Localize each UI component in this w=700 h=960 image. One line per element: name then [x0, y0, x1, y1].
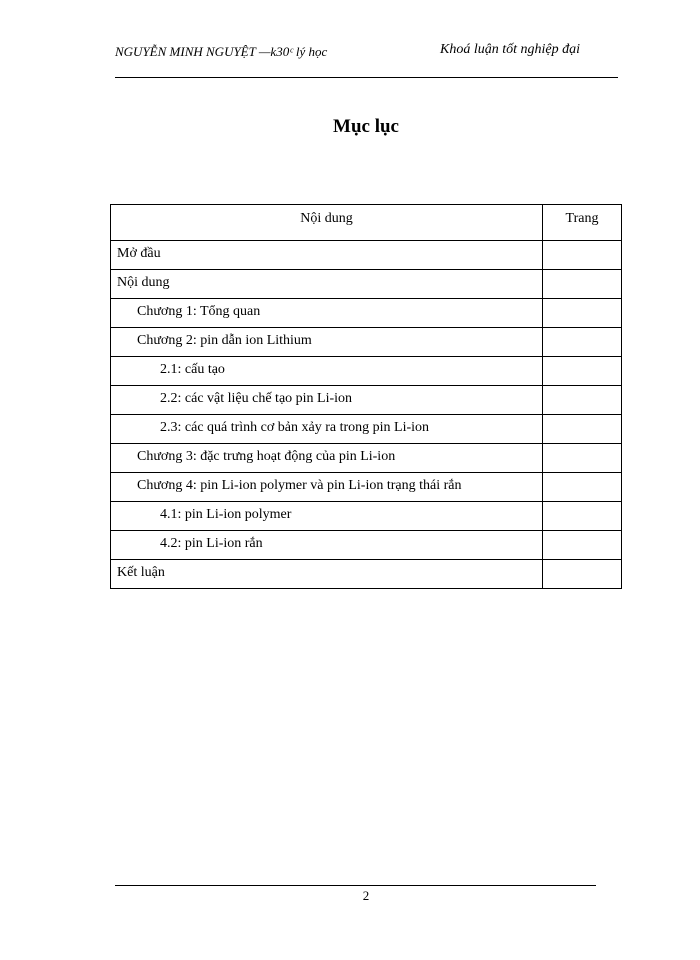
table-row: [111, 473, 622, 502]
toc-page: [543, 560, 622, 589]
toc-entry: Chương 2: pin dẫn ion Lithium: [111, 328, 543, 357]
table-row: [111, 241, 622, 270]
table-row: [111, 444, 622, 473]
table-row: [111, 560, 622, 589]
table-row: [111, 386, 622, 415]
page-title: Mục lục: [333, 116, 399, 137]
toc-page: [543, 241, 622, 270]
toc-entry: 4.1: pin Li-ion polymer: [111, 502, 543, 531]
toc-page: [543, 299, 622, 328]
page-number: 2: [362, 888, 370, 903]
table-of-contents: [110, 204, 622, 589]
footer-divider: [115, 885, 596, 886]
toc-page: [543, 444, 622, 473]
toc-entry: 2.2: các vật liệu chế tạo pin Li-ion: [111, 386, 543, 415]
table-row: [111, 299, 622, 328]
toc-entry: Mở đầu: [111, 241, 543, 270]
toc-entry: Kết luận: [111, 560, 543, 589]
header-divider: [115, 77, 618, 78]
table-row: [111, 270, 622, 299]
toc-page: [543, 357, 622, 386]
column-header-page: Trang: [543, 205, 622, 241]
toc-page: [543, 473, 622, 502]
toc-entry: 4.2: pin Li-ion rắn: [111, 531, 543, 560]
toc-entry: 2.3: các quá trình cơ bản xảy ra trong pin Li-ion: [111, 415, 543, 444]
toc-page: [543, 502, 622, 531]
toc-entry: Chương 1: Tổng quan: [111, 299, 543, 328]
toc-entry: Chương 3: đặc trưng hoạt động của pin Li-ion: [111, 444, 543, 473]
table-row: [111, 531, 622, 560]
toc-page: [543, 270, 622, 299]
header-author: NGUYỄN MINH NGUYỆT —k30ᶜ lý học: [115, 44, 328, 59]
toc-entry: Nội dung: [111, 270, 543, 299]
table-header-row: [111, 205, 622, 241]
header-document-type: Khoá luận tốt nghiệp đại: [440, 42, 580, 57]
table-row: [111, 328, 622, 357]
toc-page: [543, 386, 622, 415]
table-row: [111, 502, 622, 531]
table-row: [111, 357, 622, 386]
column-header-content: Nội dung: [111, 205, 543, 241]
toc-page: [543, 531, 622, 560]
toc-page: [543, 328, 622, 357]
toc-page: [543, 415, 622, 444]
toc-entry: Chương 4: pin Li-ion polymer và pin Li-ion trạng thái rắn: [111, 473, 543, 502]
table-row: [111, 415, 622, 444]
toc-entry: 2.1: cấu tạo: [111, 357, 543, 386]
